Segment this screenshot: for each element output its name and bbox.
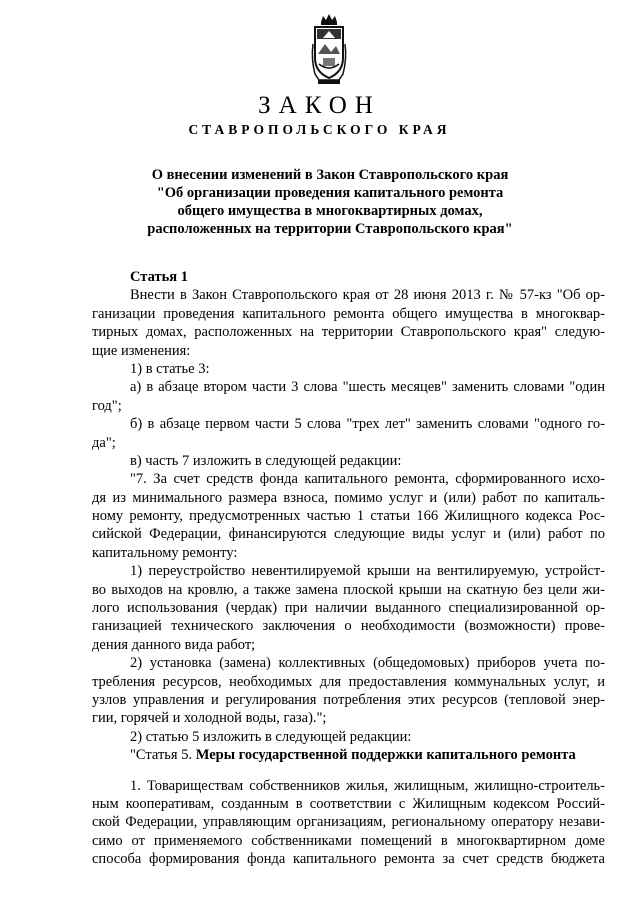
body-line: ному ремонту, предусмотренных частью 1 статьи 166 Жилищного кодекса Рос- (92, 508, 605, 525)
body-line: "7. За счет средств фонда капитального ремонта, сформированного исхо- (130, 471, 605, 488)
body-line: год"; (92, 397, 122, 414)
body-line: ганизации проведения капитального ремонта общего имущества в многоквар- (92, 305, 605, 322)
article5-prefix: "Статья 5. (130, 747, 196, 764)
body-line: 2) установка (замена) коллективных (общедомовых) приборов учета по- (130, 655, 605, 672)
document-body (92, 268, 605, 869)
body-line: 1) переустройство невентилируемой крыши на вентилируемую, устройст- (130, 563, 605, 580)
body-line: тирных домах, расположенных на территории Ставропольского края" следую- (92, 324, 605, 341)
article5-heading (92, 746, 605, 764)
document-region: СТАВРОПОЛЬСКОГО КРАЯ (188, 122, 451, 137)
body-line: 1. Товариществам собственников жилья, жилищным, жилищно-строитель- (130, 777, 605, 794)
body-line: во выходов на кровлю, а также замена плоской крыши на скатную без цели жи- (92, 581, 605, 598)
body-line: 1) в статье 3: (130, 360, 210, 377)
body-line: капитальному ремонту: (92, 544, 238, 561)
body-line: ганизацией технического заключения о необходимости (возможности) прове- (92, 618, 605, 635)
document-title (80, 166, 580, 238)
article-heading: Статья 1 (130, 269, 188, 285)
title-line: "Об организации проведения капитального ремонта (156, 185, 504, 201)
body-line: симо от применяемого собственниками помещений в многоквартирном доме (92, 832, 605, 849)
body-line: Внести в Закон Ставропольского края от 28 июня 2013 г. № 57-кз "Об ор- (130, 287, 605, 304)
body-line: а) в абзаце втором части 3 слова "шесть месяцев" заменить словами "один (130, 379, 605, 396)
document-type: ЗАКОН (258, 92, 381, 119)
body-line: гии, горячей и холодной воды, газа)."; (92, 710, 327, 727)
body-line: б) в абзаце первом части 5 слова "трех лет" заменить словами "одного го- (130, 416, 605, 433)
body-line: в) часть 7 изложить в следующей редакции: (130, 452, 402, 469)
title-line: общего имущества в многоквартирных домах, (177, 203, 483, 219)
body-line: щие изменения: (92, 342, 191, 359)
body-line: сийской Федерации, финансируются следующие виды услуг и (или) работ по (92, 526, 605, 543)
body-line: 2) статью 5 изложить в следующей редакции: (130, 728, 412, 745)
body-line: ным кооперативам, созданным в соответствии с Жилищным кодексом Россий- (92, 795, 605, 812)
body-line: узлов управления и регулирования потребления этих ресурсов (тепловой энер- (92, 691, 605, 708)
body-line: ской Федерации, управляющим организациям, региональному оператору незави- (92, 814, 605, 831)
title-line: О внесении изменений в Закон Ставропольского края (151, 167, 509, 183)
body-line: дя из минимального размера взноса, помимо услуг и (или) работ по капиталь- (92, 489, 605, 506)
article5-title: Меры государственной поддержки капитального ремонта (195, 747, 576, 764)
title-line: расположенных на территории Ставропольского края" (147, 221, 513, 237)
body-line: требления ресурсов, необходимых для предоставления коммунальных услуг, и (92, 673, 605, 690)
body-line: дения данного вида работ; (92, 636, 256, 653)
body-line: способа формирования фонда капитального ремонта за счет средств бюджета (92, 851, 605, 868)
body-line: лого использования (чердак) при наличии выданного специализированной ор- (92, 600, 605, 617)
coat-of-arms-emblem-icon (309, 14, 349, 86)
body-line: да"; (92, 434, 116, 451)
